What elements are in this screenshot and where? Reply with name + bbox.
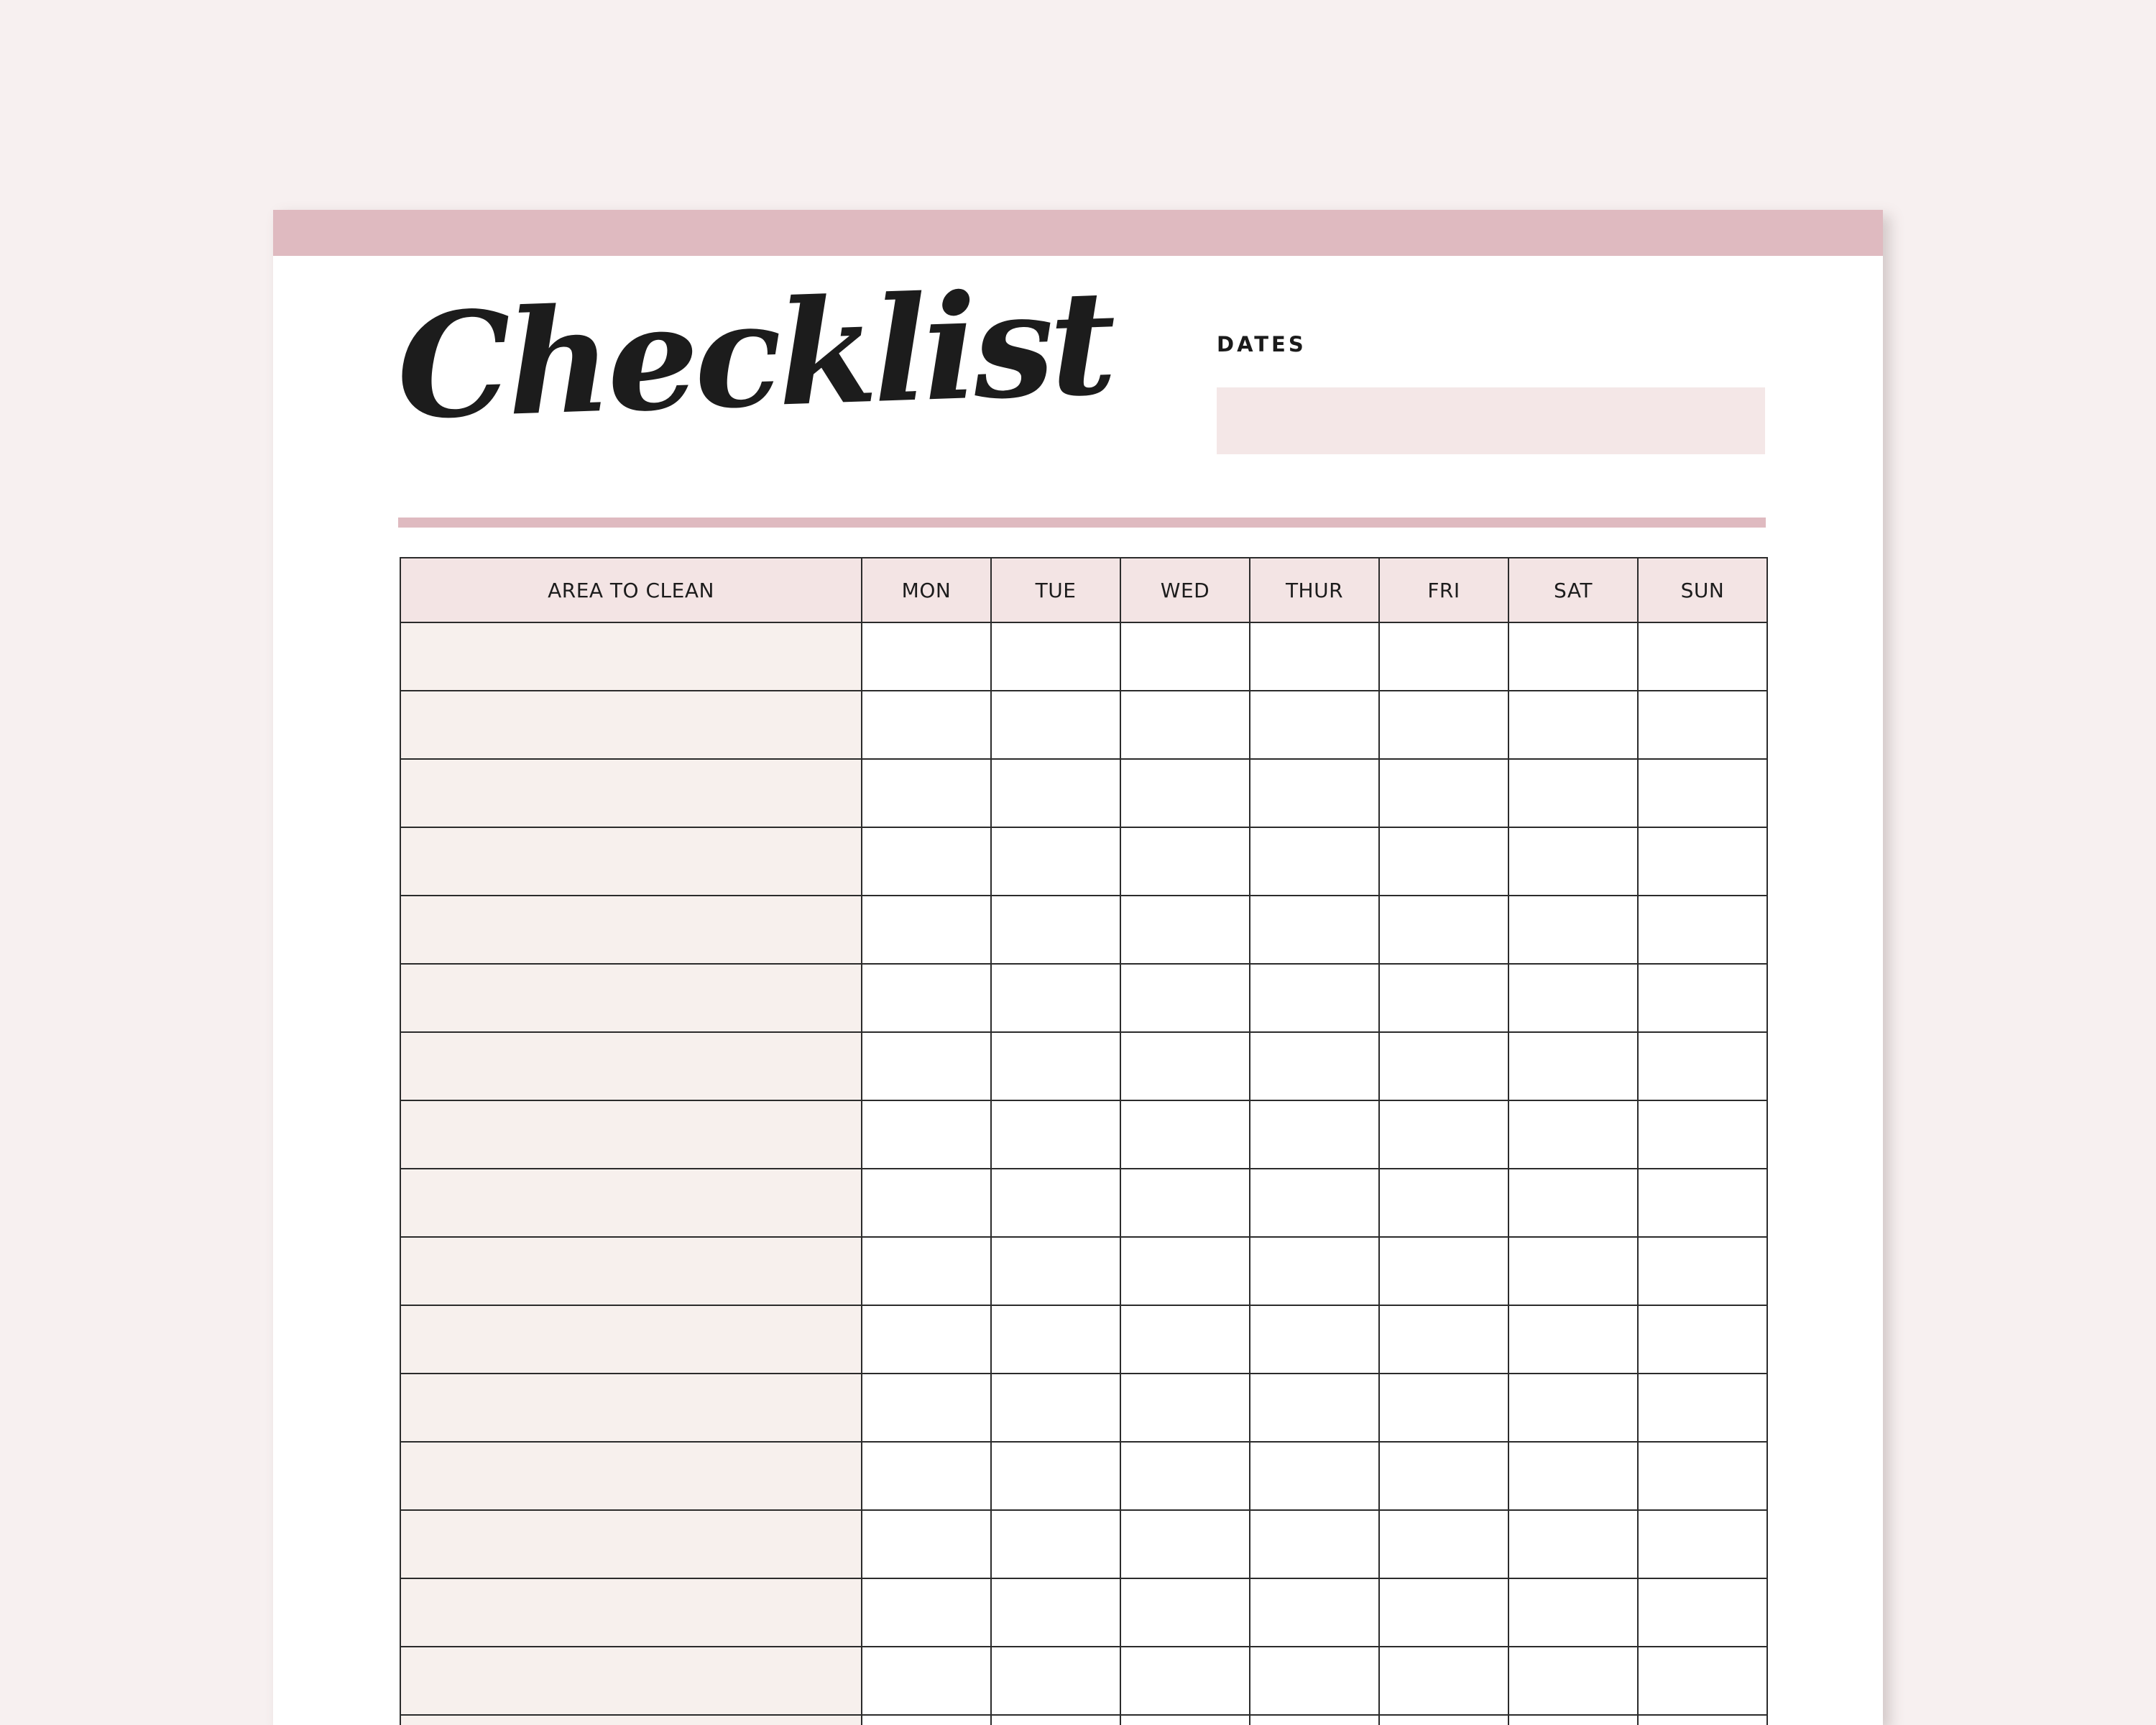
day-check-cell[interactable] bbox=[1250, 622, 1379, 691]
day-check-cell[interactable] bbox=[1120, 1647, 1250, 1715]
day-check-cell[interactable] bbox=[1250, 964, 1379, 1032]
day-check-cell[interactable] bbox=[1508, 964, 1638, 1032]
day-check-cell[interactable] bbox=[1638, 1578, 1767, 1647]
day-check-cell[interactable] bbox=[1379, 1237, 1508, 1305]
day-check-cell[interactable] bbox=[1120, 1169, 1250, 1237]
table-row bbox=[400, 1442, 1767, 1510]
cleaning-checklist-table bbox=[400, 557, 1768, 1725]
day-check-cell[interactable] bbox=[1250, 1237, 1379, 1305]
day-check-cell[interactable] bbox=[862, 759, 991, 827]
day-check-cell[interactable] bbox=[862, 1510, 991, 1578]
day-check-cell[interactable] bbox=[1120, 964, 1250, 1032]
column-header-area-to-clean: AREA TO CLEAN bbox=[400, 558, 862, 622]
page-title: Checklist bbox=[394, 258, 1115, 452]
day-check-cell[interactable] bbox=[862, 1305, 991, 1374]
day-check-cell[interactable] bbox=[1508, 1305, 1638, 1374]
table-row bbox=[400, 1169, 1767, 1237]
area-to-clean-cell[interactable] bbox=[400, 1578, 862, 1647]
day-check-cell[interactable] bbox=[1120, 1100, 1250, 1169]
table-row bbox=[400, 1237, 1767, 1305]
day-check-cell[interactable] bbox=[1508, 1100, 1638, 1169]
day-check-cell[interactable] bbox=[1250, 1374, 1379, 1442]
table-row bbox=[400, 691, 1767, 759]
day-check-cell[interactable] bbox=[1638, 1169, 1767, 1237]
day-check-cell[interactable] bbox=[991, 1100, 1120, 1169]
day-check-cell[interactable] bbox=[1379, 1510, 1508, 1578]
day-check-cell[interactable] bbox=[1508, 1510, 1638, 1578]
day-check-cell[interactable] bbox=[862, 1374, 991, 1442]
day-check-cell[interactable] bbox=[1638, 827, 1767, 896]
table-row bbox=[400, 1305, 1767, 1374]
day-check-cell[interactable] bbox=[1638, 1032, 1767, 1100]
day-check-cell[interactable] bbox=[1250, 1100, 1379, 1169]
day-check-cell[interactable] bbox=[1250, 1578, 1379, 1647]
day-check-cell[interactable] bbox=[1250, 1715, 1379, 1725]
day-check-cell[interactable] bbox=[1638, 1374, 1767, 1442]
day-check-cell[interactable] bbox=[1379, 964, 1508, 1032]
area-to-clean-cell[interactable] bbox=[400, 1374, 862, 1442]
day-check-cell[interactable] bbox=[991, 896, 1120, 964]
day-check-cell[interactable] bbox=[1379, 1032, 1508, 1100]
day-check-cell[interactable] bbox=[1508, 1374, 1638, 1442]
column-header-sun: SUN bbox=[1638, 558, 1767, 622]
day-check-cell[interactable] bbox=[991, 1578, 1120, 1647]
area-to-clean-cell[interactable] bbox=[400, 896, 862, 964]
day-check-cell[interactable] bbox=[862, 1100, 991, 1169]
day-check-cell[interactable] bbox=[1638, 896, 1767, 964]
day-check-cell[interactable] bbox=[862, 1647, 991, 1715]
day-check-cell[interactable] bbox=[1379, 1442, 1508, 1510]
day-check-cell[interactable] bbox=[1638, 1715, 1767, 1725]
day-check-cell[interactable] bbox=[1638, 1305, 1767, 1374]
day-check-cell[interactable] bbox=[1508, 1647, 1638, 1715]
column-header-tue: TUE bbox=[991, 558, 1120, 622]
day-check-cell[interactable] bbox=[1379, 827, 1508, 896]
day-check-cell[interactable] bbox=[1379, 1169, 1508, 1237]
day-check-cell[interactable] bbox=[1638, 691, 1767, 759]
day-check-cell[interactable] bbox=[1508, 1032, 1638, 1100]
day-check-cell[interactable] bbox=[1638, 1100, 1767, 1169]
day-check-cell[interactable] bbox=[991, 691, 1120, 759]
area-to-clean-cell[interactable] bbox=[400, 691, 862, 759]
area-to-clean-cell[interactable] bbox=[400, 1032, 862, 1100]
day-check-cell[interactable] bbox=[1120, 1510, 1250, 1578]
dates-label: DATES bbox=[1217, 332, 1307, 356]
table-row bbox=[400, 1647, 1767, 1715]
day-check-cell[interactable] bbox=[862, 896, 991, 964]
day-check-cell[interactable] bbox=[1379, 622, 1508, 691]
day-check-cell[interactable] bbox=[862, 1578, 991, 1647]
table-row bbox=[400, 1715, 1767, 1725]
day-check-cell[interactable] bbox=[862, 964, 991, 1032]
header-row bbox=[400, 558, 1767, 622]
day-check-cell[interactable] bbox=[991, 1374, 1120, 1442]
day-check-cell[interactable] bbox=[1250, 896, 1379, 964]
day-check-cell[interactable] bbox=[1508, 1578, 1638, 1647]
day-check-cell[interactable] bbox=[1120, 1032, 1250, 1100]
table-row bbox=[400, 759, 1767, 827]
day-check-cell[interactable] bbox=[1508, 691, 1638, 759]
top-accent-band bbox=[273, 210, 1883, 256]
day-check-cell[interactable] bbox=[1120, 1442, 1250, 1510]
area-to-clean-cell[interactable] bbox=[400, 1169, 862, 1237]
day-check-cell[interactable] bbox=[991, 1715, 1120, 1725]
day-check-cell[interactable] bbox=[991, 1169, 1120, 1237]
day-check-cell[interactable] bbox=[1508, 827, 1638, 896]
day-check-cell[interactable] bbox=[1379, 1715, 1508, 1725]
day-check-cell[interactable] bbox=[991, 1237, 1120, 1305]
day-check-cell[interactable] bbox=[1120, 622, 1250, 691]
day-check-cell[interactable] bbox=[1638, 759, 1767, 827]
day-check-cell[interactable] bbox=[862, 1237, 991, 1305]
day-check-cell[interactable] bbox=[991, 827, 1120, 896]
day-check-cell[interactable] bbox=[991, 1305, 1120, 1374]
column-header-thur: THUR bbox=[1250, 558, 1379, 622]
column-header-wed: WED bbox=[1120, 558, 1250, 622]
table-row bbox=[400, 964, 1767, 1032]
day-check-cell[interactable] bbox=[1508, 622, 1638, 691]
day-check-cell[interactable] bbox=[1638, 1647, 1767, 1715]
area-to-clean-cell[interactable] bbox=[400, 759, 862, 827]
checklist-page bbox=[273, 210, 1883, 1725]
column-header-fri: FRI bbox=[1379, 558, 1508, 622]
day-check-cell[interactable] bbox=[1638, 622, 1767, 691]
area-to-clean-cell[interactable] bbox=[400, 1237, 862, 1305]
day-check-cell[interactable] bbox=[1120, 759, 1250, 827]
day-check-cell[interactable] bbox=[1250, 1305, 1379, 1374]
day-check-cell[interactable] bbox=[1250, 691, 1379, 759]
day-check-cell[interactable] bbox=[1250, 1032, 1379, 1100]
table-row bbox=[400, 1374, 1767, 1442]
table-row bbox=[400, 896, 1767, 964]
day-check-cell[interactable] bbox=[1250, 1442, 1379, 1510]
day-check-cell[interactable] bbox=[1508, 759, 1638, 827]
day-check-cell[interactable] bbox=[1508, 1442, 1638, 1510]
area-to-clean-cell[interactable] bbox=[400, 1647, 862, 1715]
day-check-cell[interactable] bbox=[991, 1442, 1120, 1510]
day-check-cell[interactable] bbox=[862, 1715, 991, 1725]
table-row bbox=[400, 622, 1767, 691]
day-check-cell[interactable] bbox=[1379, 1374, 1508, 1442]
day-check-cell[interactable] bbox=[1250, 1510, 1379, 1578]
day-check-cell[interactable] bbox=[862, 1032, 991, 1100]
day-check-cell[interactable] bbox=[862, 691, 991, 759]
day-check-cell[interactable] bbox=[862, 1169, 991, 1237]
day-check-cell[interactable] bbox=[1379, 1305, 1508, 1374]
day-check-cell[interactable] bbox=[1379, 1578, 1508, 1647]
day-check-cell[interactable] bbox=[1120, 827, 1250, 896]
table-row bbox=[400, 827, 1767, 896]
day-check-cell[interactable] bbox=[1379, 896, 1508, 964]
day-check-cell[interactable] bbox=[1250, 827, 1379, 896]
day-check-cell[interactable] bbox=[1379, 759, 1508, 827]
day-check-cell[interactable] bbox=[862, 827, 991, 896]
day-check-cell[interactable] bbox=[1250, 1169, 1379, 1237]
area-to-clean-cell[interactable] bbox=[400, 1442, 862, 1510]
day-check-cell[interactable] bbox=[1379, 1100, 1508, 1169]
day-check-cell[interactable] bbox=[1250, 759, 1379, 827]
table-row bbox=[400, 1510, 1767, 1578]
day-check-cell[interactable] bbox=[1120, 1305, 1250, 1374]
day-check-cell[interactable] bbox=[991, 964, 1120, 1032]
day-check-cell[interactable] bbox=[1379, 1647, 1508, 1715]
day-check-cell[interactable] bbox=[991, 1510, 1120, 1578]
area-to-clean-cell[interactable] bbox=[400, 1305, 862, 1374]
day-check-cell[interactable] bbox=[1120, 691, 1250, 759]
dates-field[interactable] bbox=[1217, 387, 1765, 454]
day-check-cell[interactable] bbox=[1638, 1442, 1767, 1510]
day-check-cell[interactable] bbox=[1120, 1578, 1250, 1647]
day-check-cell[interactable] bbox=[1379, 691, 1508, 759]
column-header-mon: MON bbox=[862, 558, 991, 622]
day-check-cell[interactable] bbox=[1120, 1237, 1250, 1305]
day-check-cell[interactable] bbox=[1638, 1237, 1767, 1305]
day-check-cell[interactable] bbox=[991, 1032, 1120, 1100]
table-row bbox=[400, 1578, 1767, 1647]
day-check-cell[interactable] bbox=[991, 1647, 1120, 1715]
day-check-cell[interactable] bbox=[1120, 1715, 1250, 1725]
table-body bbox=[400, 622, 1767, 1725]
column-header-sat: SAT bbox=[1508, 558, 1638, 622]
day-check-cell[interactable] bbox=[1508, 1169, 1638, 1237]
table-row bbox=[400, 1032, 1767, 1100]
day-check-cell[interactable] bbox=[862, 1442, 991, 1510]
area-to-clean-cell[interactable] bbox=[400, 964, 862, 1032]
area-to-clean-cell[interactable] bbox=[400, 1715, 862, 1725]
day-check-cell[interactable] bbox=[1508, 1715, 1638, 1725]
day-check-cell[interactable] bbox=[1508, 896, 1638, 964]
area-to-clean-cell[interactable] bbox=[400, 1100, 862, 1169]
day-check-cell[interactable] bbox=[1638, 964, 1767, 1032]
day-check-cell[interactable] bbox=[1120, 896, 1250, 964]
area-to-clean-cell[interactable] bbox=[400, 1510, 862, 1578]
day-check-cell[interactable] bbox=[862, 622, 991, 691]
day-check-cell[interactable] bbox=[991, 759, 1120, 827]
table-row bbox=[400, 1100, 1767, 1169]
day-check-cell[interactable] bbox=[1120, 1374, 1250, 1442]
area-to-clean-cell[interactable] bbox=[400, 622, 862, 691]
area-to-clean-cell[interactable] bbox=[400, 827, 862, 896]
header-divider bbox=[398, 518, 1766, 528]
day-check-cell[interactable] bbox=[1250, 1647, 1379, 1715]
table-header bbox=[400, 558, 1767, 622]
day-check-cell[interactable] bbox=[1638, 1510, 1767, 1578]
day-check-cell[interactable] bbox=[1508, 1237, 1638, 1305]
day-check-cell[interactable] bbox=[991, 622, 1120, 691]
